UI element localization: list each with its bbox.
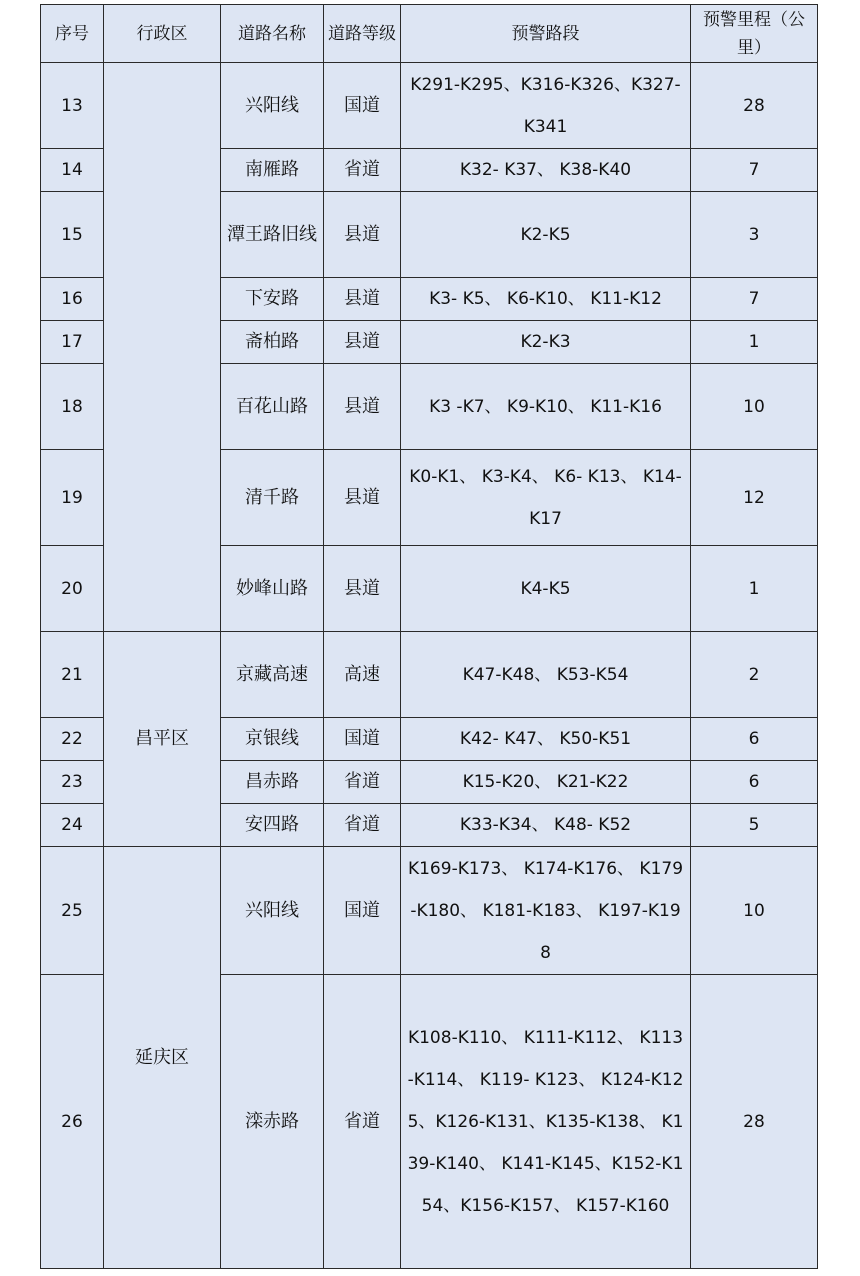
cell-segments: K2-K3: [401, 321, 691, 364]
cell-seq: 20: [41, 546, 104, 632]
header-mileage: 预警里程（公里）: [691, 5, 818, 63]
cell-district: 延庆区: [104, 847, 221, 1269]
cell-road-name: 潭王路旧线: [221, 192, 324, 278]
cell-road-class: 国道: [324, 63, 401, 149]
cell-mileage: 10: [691, 847, 818, 975]
cell-mileage: 3: [691, 192, 818, 278]
cell-segments: K2-K5: [401, 192, 691, 278]
table-row: [41, 847, 818, 975]
cell-seq: 26: [41, 975, 104, 1269]
table-row: [41, 63, 818, 149]
cell-district: 昌平区: [104, 632, 221, 847]
cell-segments: K169-K173、 K174-K176、 K179-K180、 K181-K183、 K197-K198: [401, 847, 691, 975]
cell-road-name: 京藏高速: [221, 632, 324, 718]
cell-road-class: 省道: [324, 804, 401, 847]
cell-seq: 15: [41, 192, 104, 278]
cell-mileage: 1: [691, 321, 818, 364]
cell-road-class: 县道: [324, 364, 401, 450]
cell-mileage: 2: [691, 632, 818, 718]
cell-road-class: 县道: [324, 450, 401, 546]
cell-seq: 18: [41, 364, 104, 450]
cell-mileage: 28: [691, 975, 818, 1269]
cell-segments: K4-K5: [401, 546, 691, 632]
cell-road-name: 兴阳线: [221, 63, 324, 149]
cell-road-class: 县道: [324, 278, 401, 321]
cell-road-class: 县道: [324, 321, 401, 364]
cell-road-name: 京银线: [221, 718, 324, 761]
cell-seq: 16: [41, 278, 104, 321]
cell-road-name: 南雁路: [221, 149, 324, 192]
cell-mileage: 6: [691, 718, 818, 761]
cell-seq: 23: [41, 761, 104, 804]
cell-road-name: 斋柏路: [221, 321, 324, 364]
cell-mileage: 6: [691, 761, 818, 804]
cell-segments: K47-K48、 K53-K54: [401, 632, 691, 718]
cell-road-class: 省道: [324, 761, 401, 804]
cell-road-name: 清千路: [221, 450, 324, 546]
header-segments: 预警路段: [401, 5, 691, 63]
cell-road-class: 县道: [324, 192, 401, 278]
cell-mileage: 1: [691, 546, 818, 632]
cell-road-class: 县道: [324, 546, 401, 632]
header-seq: 序号: [41, 5, 104, 63]
cell-mileage: 7: [691, 278, 818, 321]
cell-seq: 25: [41, 847, 104, 975]
cell-segments: K108-K110、 K111-K112、 K113-K114、 K119- K123、 K124-K125、K126-K131、K135-K138、 K139-K140、 K141-K145、K152-K154、K156-K157、 K157-K160: [401, 975, 691, 1269]
cell-road-class: 高速: [324, 632, 401, 718]
cell-road-name: 安四路: [221, 804, 324, 847]
cell-road-name: 滦赤路: [221, 975, 324, 1269]
cell-segments: K32- K37、 K38-K40: [401, 149, 691, 192]
cell-seq: 21: [41, 632, 104, 718]
cell-road-class: 省道: [324, 149, 401, 192]
cell-seq: 19: [41, 450, 104, 546]
header-row: [41, 5, 818, 63]
header-road-class: 道路等级: [324, 5, 401, 63]
cell-segments: K33-K34、 K48- K52: [401, 804, 691, 847]
cell-segments: K291-K295、K316-K326、K327-K341: [401, 63, 691, 149]
cell-seq: 24: [41, 804, 104, 847]
cell-seq: 17: [41, 321, 104, 364]
cell-road-name: 下安路: [221, 278, 324, 321]
cell-mileage: 10: [691, 364, 818, 450]
header-district: 行政区: [104, 5, 221, 63]
cell-mileage: 28: [691, 63, 818, 149]
cell-segments: K0-K1、 K3-K4、 K6- K13、 K14-K17: [401, 450, 691, 546]
cell-road-class: 省道: [324, 975, 401, 1269]
cell-segments: K42- K47、 K50-K51: [401, 718, 691, 761]
cell-road-name: 百花山路: [221, 364, 324, 450]
cell-road-name: 昌赤路: [221, 761, 324, 804]
cell-district: [104, 63, 221, 632]
cell-segments: K15-K20、 K21-K22: [401, 761, 691, 804]
cell-seq: 22: [41, 718, 104, 761]
cell-road-class: 国道: [324, 718, 401, 761]
table-row: [41, 632, 818, 718]
cell-mileage: 12: [691, 450, 818, 546]
cell-mileage: 7: [691, 149, 818, 192]
cell-road-name: 妙峰山路: [221, 546, 324, 632]
cell-road-class: 国道: [324, 847, 401, 975]
cell-seq: 13: [41, 63, 104, 149]
header-road-name: 道路名称: [221, 5, 324, 63]
cell-segments: K3 -K7、 K9-K10、 K11-K16: [401, 364, 691, 450]
cell-road-name: 兴阳线: [221, 847, 324, 975]
road-warning-table: [40, 4, 818, 1269]
cell-seq: 14: [41, 149, 104, 192]
cell-mileage: 5: [691, 804, 818, 847]
cell-segments: K3- K5、 K6-K10、 K11-K12: [401, 278, 691, 321]
